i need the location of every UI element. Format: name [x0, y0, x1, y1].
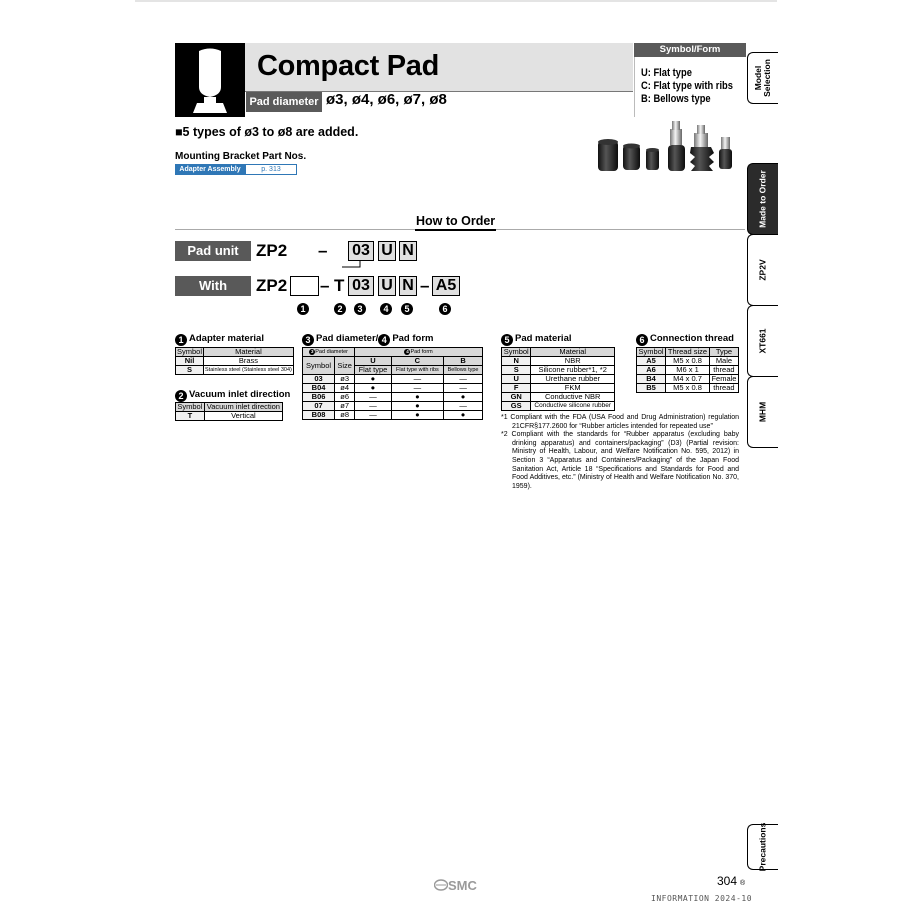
material-cell: Brass: [204, 357, 294, 366]
with-adapter-dash2: –: [420, 276, 430, 295]
with-adapter-label: With adapter: [175, 276, 251, 296]
symbol-cell: U: [502, 375, 531, 384]
col-header: Symbol: [303, 357, 335, 375]
symbol-cell: A5: [637, 357, 666, 366]
section-title-text: Connection thread: [650, 333, 734, 344]
table-row: [176, 412, 283, 421]
symbol-cell: N: [502, 357, 531, 366]
connection-thread-table: [636, 347, 739, 393]
with-adapter-form-box: U: [378, 276, 396, 296]
form-cell: ●: [391, 411, 443, 420]
material-cell: Stainless steel (Stainless steel 304): [205, 367, 292, 373]
tab-label: ZP2V: [757, 259, 768, 281]
form-cell: ●: [444, 393, 483, 402]
vacuum-inlet-title: [175, 389, 290, 402]
product-photo: [590, 115, 740, 185]
material-cell: NBR: [531, 357, 615, 366]
tab-label: Model Selection: [753, 59, 772, 97]
adapter-assembly-tag: Adapter Assembly: [175, 164, 245, 175]
group-header-text: Pad diameter: [315, 349, 348, 355]
thread-size-cell: M5 x 0.8: [666, 357, 710, 366]
section-title-text: Vacuum inlet direction: [189, 389, 291, 400]
form-cell: ●: [355, 384, 391, 393]
footnote: *1 Compliant with the FDA (USA Food and Drug Administration) regulation 21CFR§177.2600 for “Rubber articles intended for repeated use”: [501, 414, 739, 430]
page-number: [717, 874, 745, 888]
form-cell: —: [444, 402, 483, 411]
size-cell: ø3: [335, 375, 355, 384]
material-cell: Conductive NBR: [531, 393, 615, 402]
section-number: 3: [302, 334, 314, 346]
order-step-2: 2: [334, 303, 346, 315]
pad-unit-label: Pad unit: [175, 241, 251, 261]
section-number: 2: [175, 390, 187, 402]
col-header: Vacuum inlet direction: [204, 403, 282, 412]
direction-cell: Vertical: [204, 412, 282, 421]
type-cell: thread: [709, 366, 738, 375]
registered-icon: ®: [740, 880, 746, 887]
pad-unit-dash: –: [318, 241, 328, 260]
footnote: *2 Compliant with the standards for “Rubber apparatus (excluding baby drinking apparatus) and containers/packaging” (D3) (Partial revision: Ministry of Health, Labour, and Welfare Notification No. 595, 2012) in Section 3 “Apparatus and Containers/Packaging” of the Japan Food Sanitation Act, Article 18 “Specifications and Standards for Food and Food Additives, etc.” (Ministry of Health and Welfare Notification No. 370, 1959).: [501, 431, 739, 490]
symbol-cell: S: [502, 366, 531, 375]
type-cell: Male: [709, 357, 738, 366]
smc-logo-icon: [434, 879, 448, 891]
order-step-3: 3: [354, 303, 366, 315]
table-row: [176, 357, 294, 366]
table-row: [637, 384, 739, 393]
section-title-text: Adapter material: [189, 333, 264, 344]
table-row: [303, 402, 483, 411]
page-title: Compact Pad: [257, 50, 440, 82]
with-adapter-t: T: [334, 276, 345, 295]
page-number-text: 304: [717, 874, 738, 888]
col-header: Material: [531, 348, 615, 357]
symbol-cell: B06: [303, 393, 335, 402]
form-cell: ●: [444, 411, 483, 420]
intro-text: ■5 types of ø3 to ø8 are added.: [175, 125, 359, 139]
form-cell: ●: [391, 393, 443, 402]
section-number: 6: [636, 334, 648, 346]
table-row: [176, 366, 294, 375]
col-header: Material: [204, 348, 294, 357]
with-adapter-material-box: N: [399, 276, 417, 296]
pad-unit-material-box: N: [399, 241, 417, 261]
tab-label: MHM: [757, 401, 768, 423]
order-step-6: 6: [439, 303, 451, 315]
symbol-form-item: B: Bellows type: [641, 93, 711, 105]
thread-size-cell: M4 x 0.7: [666, 375, 710, 384]
symbol-cell: T: [176, 412, 205, 421]
vacuum-inlet-table: [175, 402, 283, 421]
pad-material-notes: [501, 414, 739, 491]
col-header: Symbol: [177, 402, 203, 411]
smc-logo: [434, 878, 477, 893]
section-title-text: Pad diameter/: [316, 333, 379, 344]
symbol-cell: B04: [303, 384, 335, 393]
symbol-cell: 03: [303, 375, 335, 384]
col-header: Type: [709, 348, 738, 357]
form-cell: —: [355, 393, 391, 402]
tab-label: XT661: [757, 328, 768, 354]
adapter-material-box: [290, 276, 319, 296]
adapter-material-title: [175, 333, 264, 346]
symbol-form-item: C: Flat type with ribs: [641, 80, 733, 92]
col-header: Symbol: [637, 348, 666, 357]
table-row: [303, 375, 483, 384]
col-header: Size: [335, 357, 355, 375]
pad-diameter-form-title: [302, 333, 434, 346]
tab-made-to-order[interactable]: [747, 163, 778, 235]
form-name: Flat type: [355, 366, 391, 375]
section-number: 5: [501, 334, 513, 346]
section-title-text: Pad form: [392, 333, 434, 344]
form-cell: ●: [391, 402, 443, 411]
section-number: 4: [406, 349, 409, 354]
pad-silhouette-block: [175, 43, 245, 117]
with-adapter-thread-box: A5: [432, 276, 460, 296]
size-cell: ø4: [335, 384, 355, 393]
form-cell: —: [355, 411, 391, 420]
how-to-order-title: How to Order: [415, 214, 496, 231]
form-cell: —: [355, 402, 391, 411]
symbol-cell: B4: [637, 375, 666, 384]
table-row: [502, 402, 615, 411]
form-cell: ●: [355, 375, 391, 384]
thread-size-cell: M5 x 0.8: [666, 384, 710, 393]
col-header: Symbol: [502, 348, 531, 357]
material-cell: Urethane rubber: [531, 375, 615, 384]
form-cell: —: [444, 384, 483, 393]
section-number: 3: [311, 349, 314, 354]
size-cell: ø7: [335, 402, 355, 411]
pad-diameter-values: ø3, ø4, ø6, ø7, ø8: [326, 91, 447, 108]
pad-diameter-label: Pad diameter: [246, 92, 322, 112]
symbol-form-title: Symbol/Form: [634, 43, 746, 57]
symbol-cell: B08: [303, 411, 335, 420]
symbol-cell: Nil: [176, 357, 204, 366]
col-header: Thread size: [666, 348, 710, 357]
adapter-assembly-link[interactable]: p. 313: [245, 164, 297, 175]
symbol-cell: A6: [637, 366, 666, 375]
symbol-cell: 07: [303, 402, 335, 411]
symbol-cell: F: [502, 384, 531, 393]
info-line: INFORMATION 2024-10: [651, 894, 753, 903]
symbol-form-item: U: Flat type: [641, 67, 692, 79]
material-cell: FKM: [531, 384, 615, 393]
tab-precautions[interactable]: [747, 824, 778, 870]
top-rule: [135, 0, 777, 2]
tab-xt661[interactable]: [747, 305, 778, 377]
vacuum-pad-icon: [175, 43, 245, 117]
pad-unit-diameter-box: 03: [348, 241, 374, 261]
symbol-cell: GS: [502, 402, 531, 411]
with-adapter-base: ZP2: [256, 276, 288, 295]
section-number: 1: [175, 334, 187, 346]
adapter-material-table: [175, 347, 294, 375]
section-number: 4: [378, 334, 390, 346]
form-name: Flat type with ribs: [391, 366, 443, 375]
tab-zp2v[interactable]: [747, 234, 778, 306]
group-header: [303, 348, 355, 357]
material-cell: Silicone rubber*1, *2: [531, 366, 615, 375]
type-cell: thread: [709, 384, 738, 393]
pad-unit-form-box: U: [378, 241, 396, 261]
section-title-text: Pad material: [515, 333, 572, 344]
group-header-text: Pad form: [410, 349, 433, 355]
thread-size-cell: M6 x 1: [666, 366, 710, 375]
connection-thread-title: [636, 333, 734, 346]
tab-label: Made to Order: [757, 170, 768, 228]
order-step-1: 1: [297, 303, 309, 315]
tab-label: Precautions: [757, 822, 768, 872]
symbol-cell: B5: [637, 384, 666, 393]
form-code: B: [444, 357, 483, 366]
smc-logo-text: SMC: [448, 878, 477, 893]
pad-material-table: [501, 347, 615, 411]
symbol-cell: GN: [502, 393, 531, 402]
pad-unit-base: ZP2: [256, 241, 288, 260]
form-cell: —: [391, 384, 443, 393]
form-cell: —: [391, 375, 443, 384]
size-cell: ø8: [335, 411, 355, 420]
form-code: U: [355, 357, 391, 366]
pad-diameter-form-table: [302, 347, 483, 420]
order-step-5: 5: [401, 303, 413, 315]
with-adapter-dash: –: [320, 276, 330, 295]
tab-mhm[interactable]: [747, 376, 778, 448]
material-cell: Conductive silicone rubber: [531, 402, 615, 411]
mounting-title: Mounting Bracket Part Nos.: [175, 151, 307, 162]
table-row: [303, 393, 483, 402]
table-row: [303, 411, 483, 420]
size-cell: ø6: [335, 393, 355, 402]
pad-material-title: [501, 333, 572, 346]
form-name: Bellows type: [444, 366, 483, 375]
col-header: Symbol: [177, 347, 203, 356]
form-code: C: [391, 357, 443, 366]
order-step-4: 4: [380, 303, 392, 315]
type-cell: Female: [709, 375, 738, 384]
with-adapter-diameter-box: 03: [348, 276, 374, 296]
table-row: [303, 384, 483, 393]
form-cell: —: [444, 375, 483, 384]
symbol-cell: S: [176, 366, 204, 375]
tab-model-selection[interactable]: [747, 52, 778, 104]
